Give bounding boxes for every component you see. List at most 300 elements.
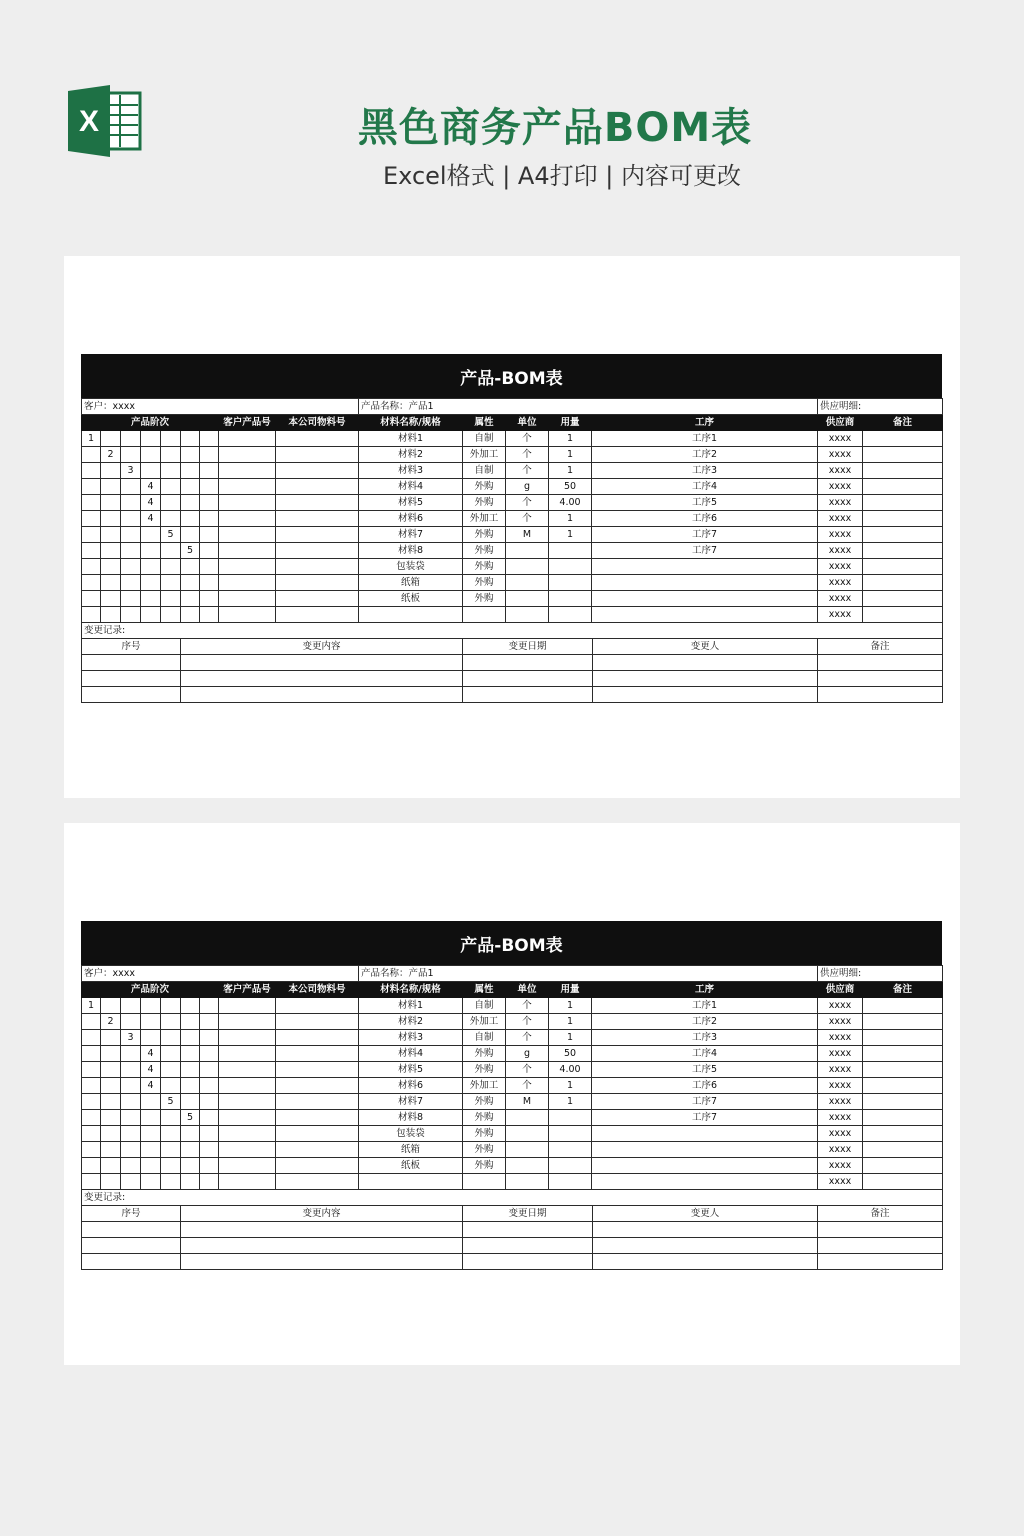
process-cell: 工序3 bbox=[592, 1030, 818, 1046]
level-cell bbox=[181, 479, 200, 495]
qty-cell: 1 bbox=[549, 511, 592, 527]
level-cell bbox=[161, 447, 181, 463]
material-cell: 材料4 bbox=[359, 1046, 463, 1062]
attribute-cell: 自制 bbox=[463, 998, 506, 1014]
change-log-cell bbox=[593, 1238, 818, 1254]
process-cell: 工序1 bbox=[592, 431, 818, 447]
table-row bbox=[82, 591, 943, 607]
material-cell bbox=[359, 1174, 463, 1190]
level-cell bbox=[200, 527, 219, 543]
unit-cell: 个 bbox=[506, 998, 549, 1014]
process-cell: 工序4 bbox=[592, 479, 818, 495]
level-cell bbox=[101, 431, 121, 447]
column-header-remark: 备注 bbox=[863, 982, 943, 998]
level-cell bbox=[200, 463, 219, 479]
level-cell bbox=[82, 559, 101, 575]
process-cell bbox=[592, 559, 818, 575]
company-part-cell bbox=[276, 1046, 359, 1062]
material-cell bbox=[359, 607, 463, 623]
supplier-cell: xxxx bbox=[818, 1094, 863, 1110]
attribute-cell: 外购 bbox=[463, 479, 506, 495]
level-cell bbox=[121, 1158, 141, 1174]
qty-cell: 1 bbox=[549, 998, 592, 1014]
level-cell bbox=[141, 1158, 161, 1174]
change-log-label-row bbox=[82, 623, 943, 639]
attribute-cell: 外购 bbox=[463, 591, 506, 607]
sheet-title: 产品-BOM表 bbox=[81, 921, 942, 965]
process-cell: 工序6 bbox=[592, 511, 818, 527]
remark-cell bbox=[863, 1110, 943, 1126]
level-cell bbox=[82, 527, 101, 543]
remark-cell bbox=[863, 559, 943, 575]
customer-part-cell bbox=[219, 1046, 276, 1062]
attribute-cell: 外加工 bbox=[463, 511, 506, 527]
level-cell bbox=[161, 575, 181, 591]
change-log-cell bbox=[463, 687, 593, 703]
level-cell bbox=[82, 511, 101, 527]
level-cell bbox=[121, 591, 141, 607]
attribute-cell: 外购 bbox=[463, 1094, 506, 1110]
remark-cell bbox=[863, 1046, 943, 1062]
column-header-attribute: 属性 bbox=[463, 982, 506, 998]
level-cell bbox=[141, 607, 161, 623]
change-log-cell bbox=[593, 1254, 818, 1270]
supplier-cell: xxxx bbox=[818, 1110, 863, 1126]
level-cell bbox=[181, 1078, 200, 1094]
attribute-cell: 自制 bbox=[463, 1030, 506, 1046]
change-log-header-date: 变更日期 bbox=[463, 1206, 593, 1222]
level-cell bbox=[101, 559, 121, 575]
qty-cell bbox=[549, 575, 592, 591]
level-cell bbox=[200, 1094, 219, 1110]
unit-cell: M bbox=[506, 1094, 549, 1110]
material-cell: 纸板 bbox=[359, 1158, 463, 1174]
level-cell bbox=[101, 607, 121, 623]
level-cell bbox=[181, 1046, 200, 1062]
level-cell bbox=[200, 1174, 219, 1190]
level-cell bbox=[200, 511, 219, 527]
customer-part-cell bbox=[219, 463, 276, 479]
company-part-cell bbox=[276, 1142, 359, 1158]
change-log-label-row bbox=[82, 1190, 943, 1206]
unit-cell bbox=[506, 575, 549, 591]
customer-part-cell bbox=[219, 431, 276, 447]
supplier-detail-label: 供应明细: bbox=[818, 399, 943, 415]
unit-cell bbox=[506, 591, 549, 607]
level-cell bbox=[121, 1062, 141, 1078]
bom-table bbox=[81, 965, 943, 1206]
change-log-header-date: 变更日期 bbox=[463, 639, 593, 655]
level-cell bbox=[161, 1110, 181, 1126]
svg-text:X: X bbox=[78, 105, 100, 138]
qty-cell: 1 bbox=[549, 463, 592, 479]
column-header-unit: 单位 bbox=[506, 415, 549, 431]
remark-cell bbox=[863, 1142, 943, 1158]
material-cell: 材料6 bbox=[359, 511, 463, 527]
company-part-cell bbox=[276, 1062, 359, 1078]
material-cell: 材料4 bbox=[359, 479, 463, 495]
change-log-header-remark: 备注 bbox=[818, 1206, 943, 1222]
level-cell: 4 bbox=[141, 1062, 161, 1078]
customer-part-cell bbox=[219, 607, 276, 623]
level-cell: 4 bbox=[141, 495, 161, 511]
customer-part-cell bbox=[219, 495, 276, 511]
bom-sheet bbox=[81, 354, 942, 703]
level-cell bbox=[200, 1126, 219, 1142]
process-cell bbox=[592, 1142, 818, 1158]
attribute-cell: 外购 bbox=[463, 495, 506, 511]
process-cell bbox=[592, 1126, 818, 1142]
unit-cell: 个 bbox=[506, 1078, 549, 1094]
process-cell: 工序6 bbox=[592, 1078, 818, 1094]
column-header-material: 材料名称/规格 bbox=[359, 982, 463, 998]
material-cell: 材料1 bbox=[359, 998, 463, 1014]
supplier-cell: xxxx bbox=[818, 543, 863, 559]
level-cell bbox=[141, 1014, 161, 1030]
level-cell bbox=[161, 591, 181, 607]
table-row bbox=[82, 1110, 943, 1126]
customer-label: 客户：xxxx bbox=[82, 399, 359, 415]
level-cell bbox=[82, 1046, 101, 1062]
change-log-label: 变更记录: bbox=[82, 1190, 943, 1206]
level-cell bbox=[101, 495, 121, 511]
qty-cell: 4.00 bbox=[549, 495, 592, 511]
table-row bbox=[82, 1158, 943, 1174]
company-part-cell bbox=[276, 495, 359, 511]
company-part-cell bbox=[276, 1126, 359, 1142]
customer-part-cell bbox=[219, 559, 276, 575]
level-cell bbox=[121, 998, 141, 1014]
remark-cell bbox=[863, 591, 943, 607]
company-part-cell bbox=[276, 511, 359, 527]
material-cell: 材料8 bbox=[359, 543, 463, 559]
level-cell bbox=[141, 575, 161, 591]
change-log-header-content: 变更内容 bbox=[181, 639, 463, 655]
supplier-cell: xxxx bbox=[818, 511, 863, 527]
column-header-unit: 单位 bbox=[506, 982, 549, 998]
column-header-process: 工序 bbox=[592, 982, 818, 998]
level-cell bbox=[82, 575, 101, 591]
level-cell bbox=[200, 543, 219, 559]
change-log-header-content: 变更内容 bbox=[181, 1206, 463, 1222]
change-log-label: 变更记录: bbox=[82, 623, 943, 639]
customer-part-cell bbox=[219, 1014, 276, 1030]
unit-cell bbox=[506, 559, 549, 575]
level-cell: 3 bbox=[121, 1030, 141, 1046]
level-cell bbox=[200, 1062, 219, 1078]
level-cell bbox=[200, 1110, 219, 1126]
qty-cell bbox=[549, 1142, 592, 1158]
table-row bbox=[82, 1046, 943, 1062]
level-cell bbox=[121, 543, 141, 559]
level-cell bbox=[141, 463, 161, 479]
level-cell: 1 bbox=[82, 431, 101, 447]
level-cell bbox=[82, 1062, 101, 1078]
level-cell bbox=[200, 1014, 219, 1030]
material-cell: 材料7 bbox=[359, 1094, 463, 1110]
unit-cell: 个 bbox=[506, 1014, 549, 1030]
level-cell bbox=[121, 1078, 141, 1094]
material-cell: 纸板 bbox=[359, 591, 463, 607]
level-cell bbox=[141, 1142, 161, 1158]
company-part-cell bbox=[276, 431, 359, 447]
change-log-cell bbox=[818, 1254, 943, 1270]
table-row bbox=[82, 1126, 943, 1142]
qty-cell bbox=[549, 559, 592, 575]
supplier-cell: xxxx bbox=[818, 527, 863, 543]
level-cell bbox=[141, 1094, 161, 1110]
table-row bbox=[82, 527, 943, 543]
change-log-cell bbox=[181, 671, 463, 687]
level-cell bbox=[181, 1030, 200, 1046]
level-cell bbox=[161, 479, 181, 495]
level-cell bbox=[121, 1126, 141, 1142]
change-log-cell bbox=[818, 687, 943, 703]
level-cell bbox=[121, 447, 141, 463]
level-cell bbox=[101, 1126, 121, 1142]
bom-table bbox=[81, 398, 943, 639]
attribute-cell: 外购 bbox=[463, 543, 506, 559]
change-log-header-person: 变更人 bbox=[593, 639, 818, 655]
level-cell bbox=[181, 1126, 200, 1142]
column-header-qty: 用量 bbox=[549, 982, 592, 998]
material-cell: 材料8 bbox=[359, 1110, 463, 1126]
sheet-card-1 bbox=[64, 256, 960, 798]
attribute-cell: 外加工 bbox=[463, 447, 506, 463]
change-log-cell bbox=[181, 687, 463, 703]
level-cell bbox=[101, 463, 121, 479]
material-cell: 包装袋 bbox=[359, 1126, 463, 1142]
level-cell bbox=[200, 479, 219, 495]
attribute-cell: 外购 bbox=[463, 527, 506, 543]
qty-cell bbox=[549, 1158, 592, 1174]
process-cell: 工序3 bbox=[592, 463, 818, 479]
column-header-level: 产品阶次 bbox=[82, 415, 219, 431]
remark-cell bbox=[863, 1078, 943, 1094]
company-part-cell bbox=[276, 1078, 359, 1094]
level-cell bbox=[82, 1030, 101, 1046]
level-cell bbox=[121, 575, 141, 591]
table-row bbox=[82, 559, 943, 575]
material-cell: 材料2 bbox=[359, 447, 463, 463]
remark-cell bbox=[863, 431, 943, 447]
customer-part-cell bbox=[219, 1158, 276, 1174]
level-cell bbox=[82, 607, 101, 623]
supplier-cell: xxxx bbox=[818, 607, 863, 623]
level-cell bbox=[121, 431, 141, 447]
sheet-card-2 bbox=[64, 823, 960, 1365]
level-cell bbox=[181, 1142, 200, 1158]
company-part-cell bbox=[276, 998, 359, 1014]
customer-part-cell bbox=[219, 575, 276, 591]
unit-cell: g bbox=[506, 479, 549, 495]
change-log-header-row bbox=[82, 1206, 943, 1222]
level-cell bbox=[121, 527, 141, 543]
customer-part-cell bbox=[219, 1126, 276, 1142]
material-cell: 材料5 bbox=[359, 1062, 463, 1078]
column-header-process: 工序 bbox=[592, 415, 818, 431]
change-log-row bbox=[82, 671, 943, 687]
level-cell bbox=[181, 527, 200, 543]
customer-part-cell bbox=[219, 1094, 276, 1110]
supplier-cell: xxxx bbox=[818, 1142, 863, 1158]
supplier-cell: xxxx bbox=[818, 1174, 863, 1190]
customer-part-cell bbox=[219, 1174, 276, 1190]
level-cell bbox=[101, 543, 121, 559]
level-cell bbox=[82, 1094, 101, 1110]
level-cell bbox=[200, 607, 219, 623]
level-cell bbox=[181, 1062, 200, 1078]
remark-cell bbox=[863, 1062, 943, 1078]
attribute-cell: 外加工 bbox=[463, 1078, 506, 1094]
customer-part-cell bbox=[219, 1142, 276, 1158]
supplier-cell: xxxx bbox=[818, 1046, 863, 1062]
supplier-cell: xxxx bbox=[818, 479, 863, 495]
level-cell bbox=[101, 1110, 121, 1126]
level-cell bbox=[161, 998, 181, 1014]
level-cell bbox=[82, 1158, 101, 1174]
supplier-detail-label: 供应明细: bbox=[818, 966, 943, 982]
level-cell bbox=[82, 591, 101, 607]
change-log-cell bbox=[593, 1222, 818, 1238]
change-log-cell bbox=[463, 671, 593, 687]
level-cell bbox=[200, 1158, 219, 1174]
level-cell bbox=[121, 1110, 141, 1126]
level-cell bbox=[101, 1142, 121, 1158]
level-cell bbox=[101, 1094, 121, 1110]
qty-cell: 1 bbox=[549, 431, 592, 447]
change-log-cell bbox=[181, 1254, 463, 1270]
level-cell bbox=[181, 607, 200, 623]
change-log-cell bbox=[593, 687, 818, 703]
level-cell bbox=[161, 607, 181, 623]
level-cell bbox=[82, 543, 101, 559]
level-cell bbox=[200, 591, 219, 607]
level-cell bbox=[161, 1126, 181, 1142]
table-row bbox=[82, 431, 943, 447]
material-cell: 材料1 bbox=[359, 431, 463, 447]
unit-cell: 个 bbox=[506, 431, 549, 447]
qty-cell bbox=[549, 591, 592, 607]
level-cell bbox=[82, 1078, 101, 1094]
attribute-cell: 外购 bbox=[463, 1142, 506, 1158]
level-cell bbox=[82, 447, 101, 463]
info-row bbox=[82, 399, 943, 415]
company-part-cell bbox=[276, 575, 359, 591]
level-cell bbox=[121, 559, 141, 575]
level-cell: 5 bbox=[181, 1110, 200, 1126]
product-name-label: 产品名称：产品1 bbox=[359, 966, 818, 982]
page-title: 黑色商务产品BOM表 bbox=[357, 105, 753, 151]
level-cell bbox=[200, 1142, 219, 1158]
level-cell bbox=[161, 495, 181, 511]
header-row bbox=[82, 982, 943, 998]
unit-cell: 个 bbox=[506, 447, 549, 463]
level-cell bbox=[200, 575, 219, 591]
level-cell bbox=[141, 998, 161, 1014]
qty-cell bbox=[549, 1126, 592, 1142]
change-log-header-no: 序号 bbox=[82, 1206, 181, 1222]
change-log-cell bbox=[593, 655, 818, 671]
customer-part-cell bbox=[219, 447, 276, 463]
level-cell bbox=[200, 447, 219, 463]
table-row bbox=[82, 1014, 943, 1030]
level-cell bbox=[82, 1126, 101, 1142]
level-cell bbox=[181, 575, 200, 591]
supplier-cell: xxxx bbox=[818, 998, 863, 1014]
remark-cell bbox=[863, 1158, 943, 1174]
level-cell bbox=[161, 1046, 181, 1062]
process-cell: 工序2 bbox=[592, 1014, 818, 1030]
change-log-table bbox=[81, 638, 943, 703]
level-cell bbox=[101, 1174, 121, 1190]
unit-cell: 个 bbox=[506, 495, 549, 511]
unit-cell: 个 bbox=[506, 511, 549, 527]
process-cell: 工序4 bbox=[592, 1046, 818, 1062]
attribute-cell: 外购 bbox=[463, 1062, 506, 1078]
table-row bbox=[82, 1142, 943, 1158]
qty-cell: 1 bbox=[549, 1078, 592, 1094]
level-cell bbox=[141, 1110, 161, 1126]
customer-part-cell bbox=[219, 543, 276, 559]
level-cell bbox=[82, 495, 101, 511]
process-cell: 工序2 bbox=[592, 447, 818, 463]
change-log-cell bbox=[82, 1222, 181, 1238]
company-part-cell bbox=[276, 1174, 359, 1190]
table-row bbox=[82, 1094, 943, 1110]
company-part-cell bbox=[276, 527, 359, 543]
table-row bbox=[82, 447, 943, 463]
level-cell bbox=[181, 463, 200, 479]
change-log-row bbox=[82, 655, 943, 671]
unit-cell bbox=[506, 1110, 549, 1126]
supplier-cell: xxxx bbox=[818, 447, 863, 463]
customer-part-cell bbox=[219, 1030, 276, 1046]
change-log-cell bbox=[463, 1254, 593, 1270]
remark-cell bbox=[863, 463, 943, 479]
attribute-cell: 自制 bbox=[463, 463, 506, 479]
level-cell bbox=[181, 511, 200, 527]
remark-cell bbox=[863, 1030, 943, 1046]
level-cell bbox=[161, 511, 181, 527]
company-part-cell bbox=[276, 1158, 359, 1174]
bom-sheet bbox=[81, 921, 942, 1270]
remark-cell bbox=[863, 543, 943, 559]
level-cell bbox=[181, 1094, 200, 1110]
change-log-row bbox=[82, 1222, 943, 1238]
column-header-level: 产品阶次 bbox=[82, 982, 219, 998]
table-row bbox=[82, 998, 943, 1014]
level-cell bbox=[161, 543, 181, 559]
qty-cell: 1 bbox=[549, 1030, 592, 1046]
change-log-header-remark: 备注 bbox=[818, 639, 943, 655]
level-cell bbox=[200, 431, 219, 447]
change-log-cell bbox=[463, 1238, 593, 1254]
qty-cell: 50 bbox=[549, 1046, 592, 1062]
remark-cell bbox=[863, 511, 943, 527]
supplier-cell: xxxx bbox=[818, 1030, 863, 1046]
unit-cell bbox=[506, 543, 549, 559]
level-cell bbox=[161, 1062, 181, 1078]
qty-cell bbox=[549, 1110, 592, 1126]
attribute-cell: 外加工 bbox=[463, 1014, 506, 1030]
level-cell bbox=[82, 463, 101, 479]
process-cell bbox=[592, 591, 818, 607]
company-part-cell bbox=[276, 1030, 359, 1046]
table-row bbox=[82, 1078, 943, 1094]
material-cell: 材料5 bbox=[359, 495, 463, 511]
supplier-cell: xxxx bbox=[818, 463, 863, 479]
